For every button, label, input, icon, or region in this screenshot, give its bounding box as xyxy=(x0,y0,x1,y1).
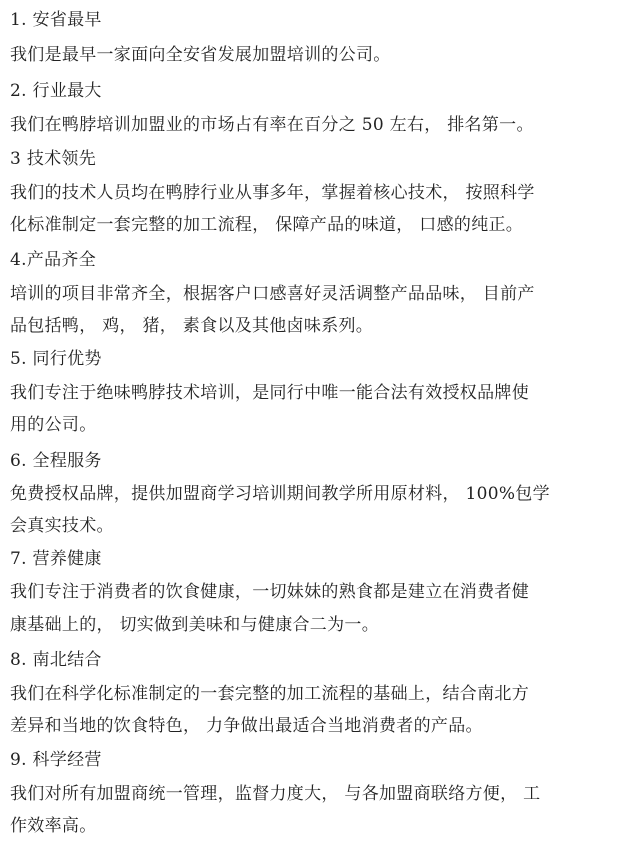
section-heading: 8. 南北结合 xyxy=(10,650,102,670)
section-heading: 2. 行业最大 xyxy=(10,81,102,101)
section-heading: 1. 安省最早 xyxy=(10,10,102,30)
section-text: 用的公司。 xyxy=(10,415,97,435)
section-text: 我们对所有加盟商统一管理，监督力度大， 与各加盟商联络方便， 工 xyxy=(10,784,541,804)
section-text: 我们在鸭脖培训加盟业的市场占有率在百分之 50 左右， 排名第一。 xyxy=(10,115,534,135)
section-text: 我们在科学化标准制定的一套完整的加工流程的基础上，结合南北方 xyxy=(10,684,529,704)
section-heading: 9. 科学经营 xyxy=(10,750,102,770)
section-text: 康基础上的， 切实做到美味和与健康合二为一。 xyxy=(10,615,380,635)
section-heading: 4.产品齐全 xyxy=(10,250,97,270)
section-text: 我们专注于消费者的饮食健康，一切妹妹的熟食都是建立在消费者健 xyxy=(10,582,529,602)
section-heading: 5. 同行优势 xyxy=(10,349,102,369)
section-text: 我们是最早一家面向全安省发展加盟培训的公司。 xyxy=(10,45,391,65)
section-text: 化标准制定一套完整的加工流程， 保障产品的味道， 口感的纯正。 xyxy=(10,215,524,235)
section-text: 我们专注于绝味鸭脖技术培训，是同行中唯一能合法有效授权品牌使 xyxy=(10,383,529,403)
section-text: 培训的项目非常齐全，根据客户口感喜好灵活调整产品品味， 目前产 xyxy=(10,284,535,304)
section-text: 会真实技术。 xyxy=(10,516,114,536)
section-text: 差异和当地的饮食特色， 力争做出最适合当地消费者的产品。 xyxy=(10,716,483,736)
section-heading: 3 技术领先 xyxy=(10,149,97,169)
section-text: 品包括鸭， 鸡， 猪， 素食以及其他卤味系列。 xyxy=(10,316,374,336)
section-text: 作效率高。 xyxy=(10,816,97,836)
section-text: 我们的技术人员均在鸭脖行业从事多年，掌握着核心技术， 按照科学 xyxy=(10,183,535,203)
section-heading: 6. 全程服务 xyxy=(10,451,102,471)
section-heading: 7. 营养健康 xyxy=(10,549,102,569)
section-text: 免费授权品牌，提供加盟商学习培训期间教学所用原材料， 100%包学 xyxy=(10,484,550,504)
